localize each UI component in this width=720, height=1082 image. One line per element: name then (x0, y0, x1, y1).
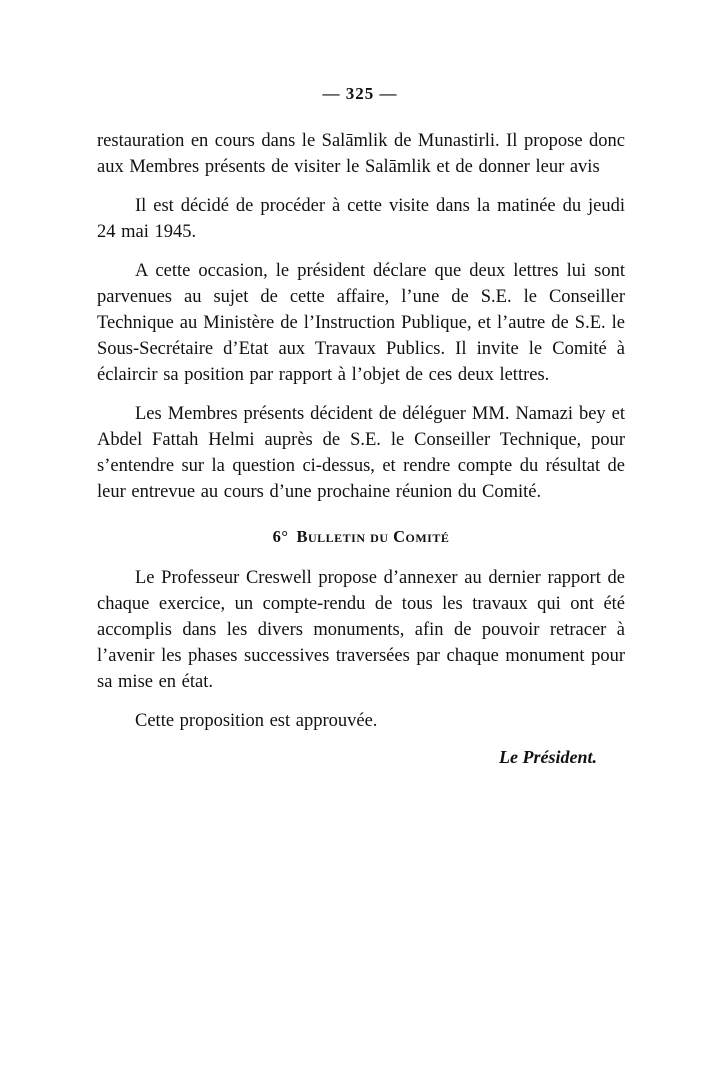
signature-le-president: Le Président. (499, 747, 597, 767)
paragraph-deux-lettres: A cette occasion, le président déclare que deux lettres lui sont parvenues au sujet de cette affaire, l’une de S.E. le Conseiller Technique au Ministère de l’Instruction Publique, et l’autre de S.E. le Sous-Secrétaire d’Etat aux Travaux Publics. Il invite le Comité à éclaircir sa position par rapport à l’objet de ces deux lettres. (97, 261, 625, 385)
section-title: Bulletin du Comité (296, 527, 450, 546)
section-number: 6° (272, 527, 289, 546)
paragraph-decision-visite: Il est décidé de procéder à cette visite dans la matinée du jeudi 24 mai 1945. (97, 196, 625, 242)
paragraph-restauration: restauration en cours dans le Salāmlik de Munastirli. Il propose donc aux Membres présents de visiter le Salāmlik et de donner leur avis (97, 131, 625, 177)
section-heading (97, 527, 625, 547)
page-number: — 325 — (322, 84, 398, 103)
text-block (97, 128, 625, 768)
paragraph-creswell-proposition: Le Professeur Creswell propose d’annexer au dernier rapport de chaque exercice, un compte-rendu de tous les travaux qui ont été accomplis dans les divers monuments, afin de pouvoir retracer à l’avenir les phases successives traversées par chaque monument pour sa mise en état. (97, 568, 625, 692)
paragraph-approbation: Cette proposition est approuvée. (135, 711, 378, 731)
paragraph-delegation: Les Membres présents décident de déléguer MM. Namazi bey et Abdel Fattah Helmi auprès de S.E. le Conseiller Technique, pour s’entendre sur la question ci-dessus, et rendre compte du résultat de leur entrevue au cours d’une prochaine réunion du Comité. (97, 404, 625, 502)
